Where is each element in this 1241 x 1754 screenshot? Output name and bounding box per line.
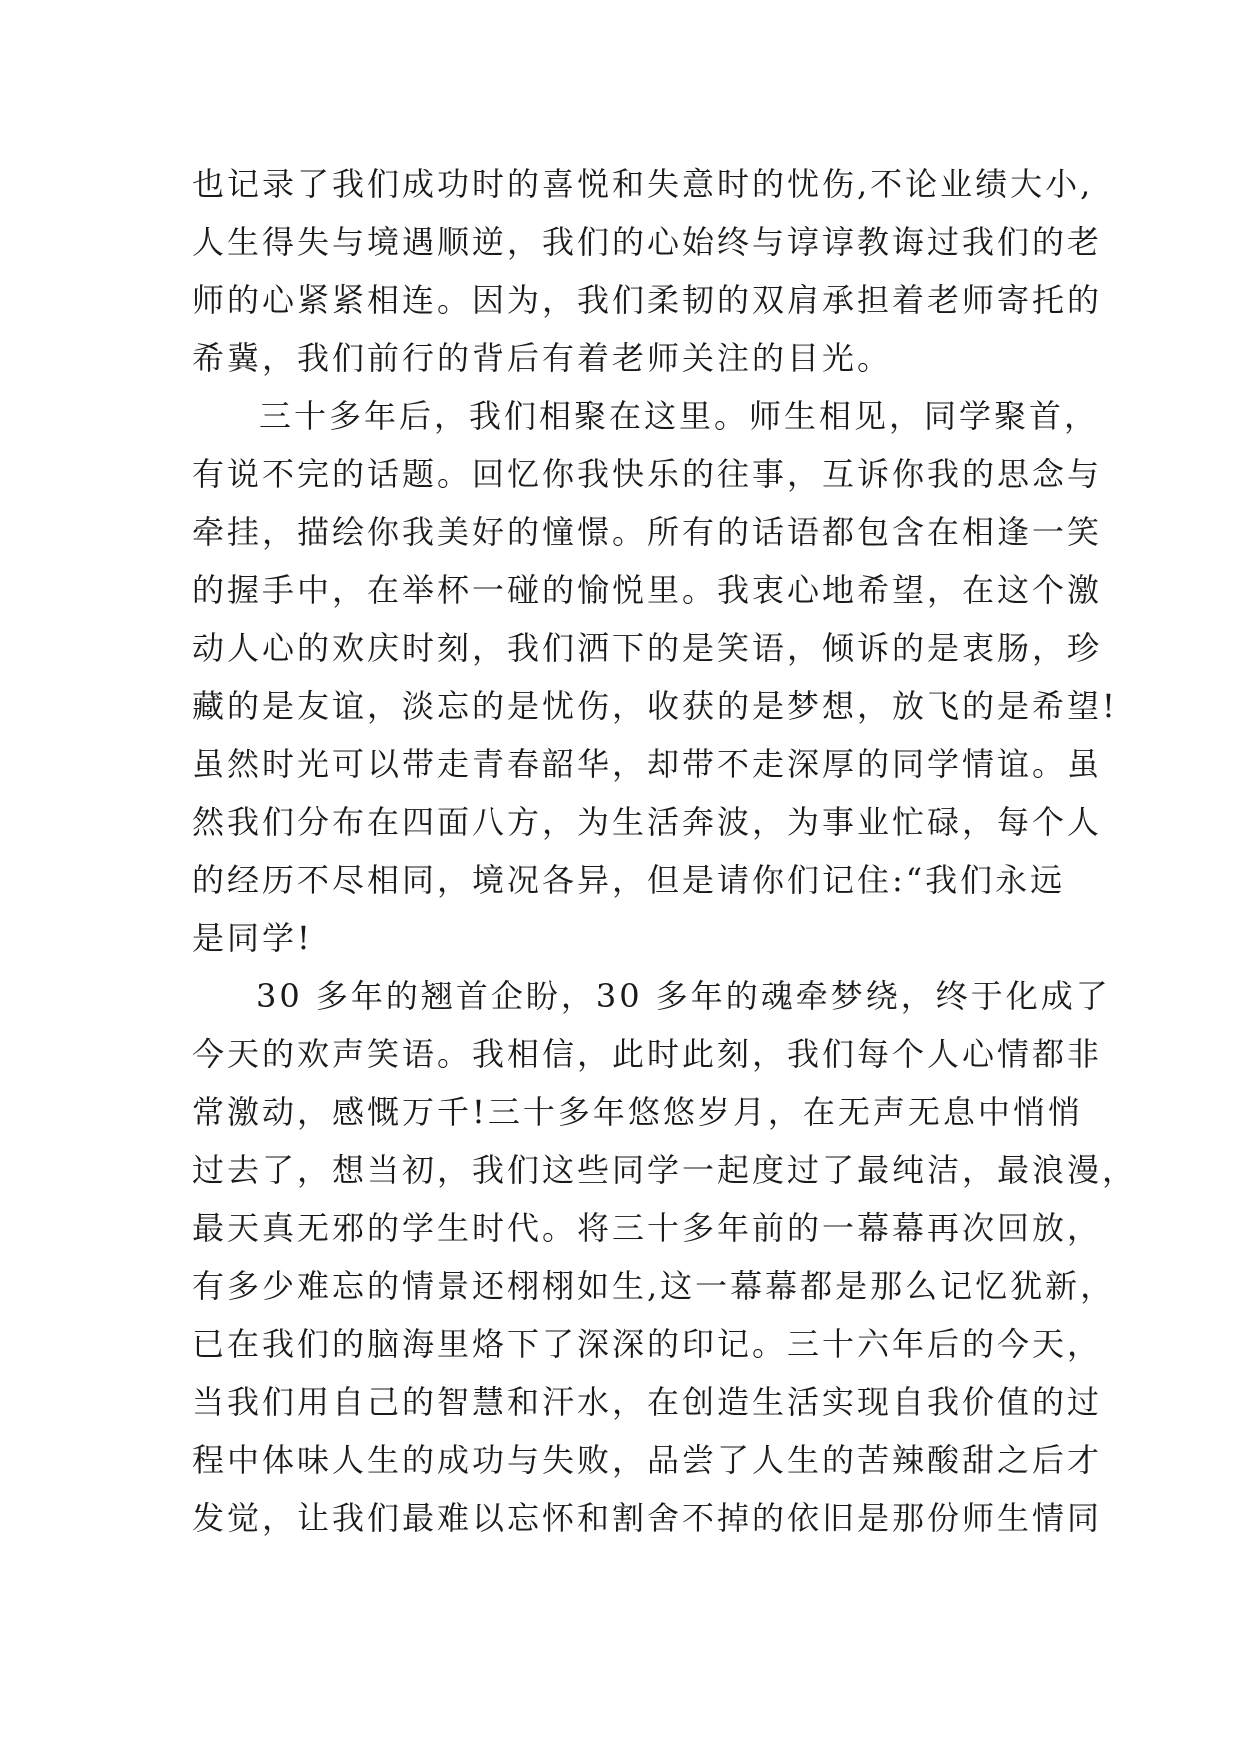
- text-line: 然我们分布在四面八方，为生活奔波，为事业忙碌，每个人: [192, 803, 1103, 841]
- text-line: 过去了，想当初，我们这些同学一起度过了最纯洁，最浪漫，: [192, 1151, 1138, 1189]
- text-line: 有多少难忘的情景还栩栩如生,这一幕幕都是那么记忆犹新，: [192, 1267, 1116, 1305]
- text-line: 人生得失与境遇顺逆，我们的心始终与谆谆教诲过我们的老: [192, 223, 1103, 261]
- text-line: 藏的是友谊，淡忘的是忧伤，收获的是梦想，放飞的是希望!: [192, 687, 1118, 725]
- text-line: 常激动，感慨万千!三十多年悠悠岁月，在无声无息中悄悄: [192, 1093, 1083, 1131]
- text-line: 30 多年的翘首企盼，30 多年的魂牵梦绕，终于化成了: [256, 977, 1111, 1015]
- text-line: 师的心紧紧相连。因为，我们柔韧的双肩承担着老师寄托的: [192, 281, 1103, 319]
- text-line: 牵挂，描绘你我美好的憧憬。所有的话语都包含在相逢一笑: [192, 513, 1103, 551]
- text-line: 的握手中，在举杯一碰的愉悦里。我衷心地希望，在这个激: [192, 571, 1103, 609]
- text-line: 今天的欢声笑语。我相信，此时此刻，我们每个人心情都非: [192, 1035, 1103, 1073]
- text-line: 是同学!: [192, 919, 313, 957]
- text-line: 的经历不尽相同，境况各异，但是请你们记住:“我们永远: [192, 861, 1066, 899]
- text-line: 三十多年后，我们相聚在这里。师生相见，同学聚首，: [224, 397, 1100, 435]
- text-line: 程中体味人生的成功与失败，品尝了人生的苦辣酸甜之后才: [192, 1441, 1103, 1479]
- text-line: 动人心的欢庆时刻，我们洒下的是笑语，倾诉的是衷肠，珍: [192, 629, 1103, 667]
- text-line: 也记录了我们成功时的喜悦和失意时的忧伤,不论业绩大小,: [192, 165, 1094, 203]
- text-line: 发觉，让我们最难以忘怀和割舍不掉的依旧是那份师生情同: [192, 1499, 1103, 1537]
- text-line: 最天真无邪的学生时代。将三十多年前的一幕幕再次回放，: [192, 1209, 1103, 1247]
- text-line: 虽然时光可以带走青春韶华，却带不走深厚的同学情谊。虽: [192, 745, 1103, 783]
- text-line: 希冀，我们前行的背后有着老师关注的目光。: [192, 339, 893, 377]
- text-line: 已在我们的脑海里烙下了深深的印记。三十六年后的今天，: [192, 1325, 1103, 1363]
- text-line: 当我们用自己的智慧和汗水，在创造生活实现自我价值的过: [192, 1383, 1103, 1421]
- text-line: 有说不完的话题。回忆你我快乐的往事，互诉你我的思念与: [192, 455, 1103, 493]
